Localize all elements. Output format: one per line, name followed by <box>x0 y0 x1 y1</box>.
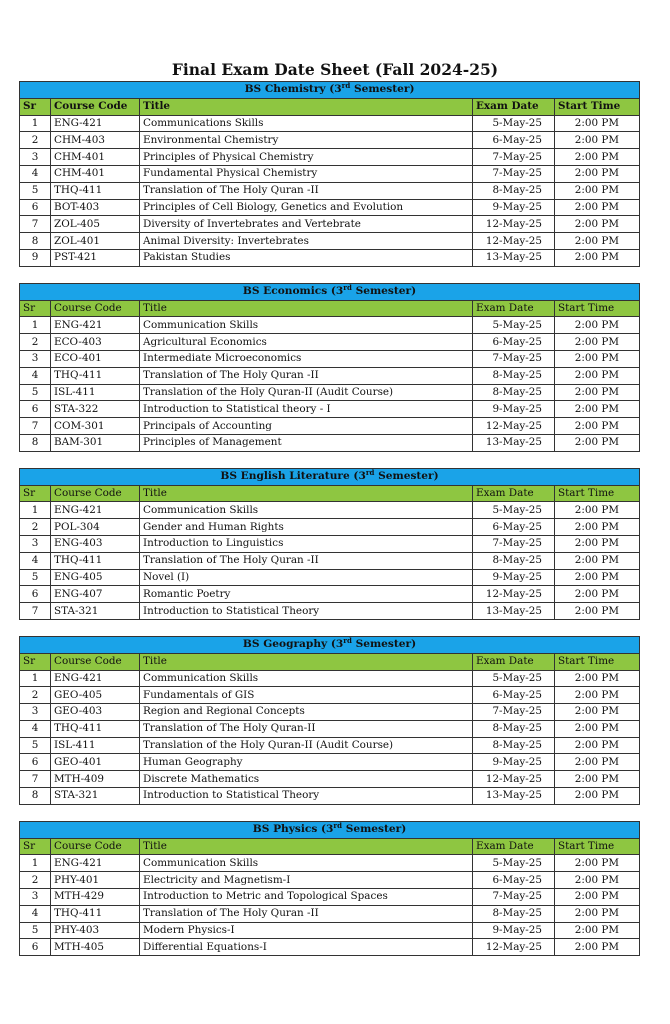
cell-start-time: 2:00 PM <box>555 737 640 754</box>
cell-course-code: COM-301 <box>51 418 140 435</box>
cell-exam-date: 8-May-25 <box>473 720 555 737</box>
col-sr: Sr <box>20 838 51 855</box>
cell-title: Environmental Chemistry <box>140 132 473 149</box>
cell-course-code: THQ-411 <box>51 552 140 569</box>
program-name: BS Chemistry <box>244 83 326 96</box>
cell-title: Communication Skills <box>140 317 473 334</box>
cell-exam-date: 7-May-25 <box>473 149 555 166</box>
cell-sr: 2 <box>20 872 51 889</box>
column-header-row <box>20 838 640 855</box>
cell-start-time: 2:00 PM <box>555 434 640 451</box>
cell-title: Translation of The Holy Quran-II <box>140 720 473 737</box>
cell-title: Principals of Accounting <box>140 418 473 435</box>
section-header: BS English Literature (3rd Semester) <box>20 468 640 485</box>
cell-title: Communication Skills <box>140 502 473 519</box>
table-row <box>20 670 640 687</box>
cell-course-code: ENG-421 <box>51 502 140 519</box>
cell-sr: 1 <box>20 115 51 132</box>
cell-exam-date: 9-May-25 <box>473 922 555 939</box>
section-gap <box>19 620 639 636</box>
table-row <box>20 922 640 939</box>
table-row <box>20 535 640 552</box>
cell-exam-date: 7-May-25 <box>473 704 555 721</box>
table-row <box>20 502 640 519</box>
cell-sr: 5 <box>20 737 51 754</box>
cell-title: Pakistan Studies <box>140 249 473 266</box>
cell-sr: 7 <box>20 418 51 435</box>
cell-title: Principles of Physical Chemistry <box>140 149 473 166</box>
table-row <box>20 569 640 586</box>
table-row <box>20 434 640 451</box>
cell-sr: 3 <box>20 704 51 721</box>
col-course-code: Course Code <box>51 653 140 670</box>
cell-sr: 6 <box>20 199 51 216</box>
cell-sr: 8 <box>20 434 51 451</box>
cell-course-code: MTH-409 <box>51 771 140 788</box>
col-sr: Sr <box>20 485 51 502</box>
col-exam-date: Exam Date <box>473 98 555 115</box>
cell-start-time: 2:00 PM <box>555 872 640 889</box>
cell-start-time: 2:00 PM <box>555 788 640 805</box>
cell-course-code: STA-322 <box>51 401 140 418</box>
table-row <box>20 905 640 922</box>
section-header: BS Geography (3rd Semester) <box>20 636 640 653</box>
cell-title: Gender and Human Rights <box>140 519 473 536</box>
cell-exam-date: 8-May-25 <box>473 182 555 199</box>
col-sr: Sr <box>20 653 51 670</box>
semester-word: Semester <box>345 823 402 836</box>
cell-exam-date: 9-May-25 <box>473 754 555 771</box>
cell-start-time: 2:00 PM <box>555 939 640 956</box>
column-header-row <box>20 485 640 502</box>
cell-start-time: 2:00 PM <box>555 115 640 132</box>
cell-exam-date: 9-May-25 <box>473 569 555 586</box>
cell-exam-date: 6-May-25 <box>473 519 555 536</box>
table-row <box>20 233 640 250</box>
cell-title: Translation of The Holy Quran -II <box>140 552 473 569</box>
cell-sr: 5 <box>20 569 51 586</box>
cell-title: Fundamentals of GIS <box>140 687 473 704</box>
ordinal-suffix: rd <box>341 81 351 91</box>
cell-start-time: 2:00 PM <box>555 754 640 771</box>
cell-start-time: 2:00 PM <box>555 603 640 620</box>
col-exam-date: Exam Date <box>473 653 555 670</box>
cell-exam-date: 13-May-25 <box>473 788 555 805</box>
cell-start-time: 2:00 PM <box>555 535 640 552</box>
cell-start-time: 2:00 PM <box>555 586 640 603</box>
cell-exam-date: 9-May-25 <box>473 401 555 418</box>
cell-start-time: 2:00 PM <box>555 199 640 216</box>
cell-title: Modern Physics-I <box>140 922 473 939</box>
cell-sr: 8 <box>20 233 51 250</box>
table-row <box>20 350 640 367</box>
col-exam-date: Exam Date <box>473 485 555 502</box>
cell-start-time: 2:00 PM <box>555 384 640 401</box>
cell-start-time: 2:00 PM <box>555 670 640 687</box>
cell-start-time: 2:00 PM <box>555 317 640 334</box>
cell-title: Communications Skills <box>140 115 473 132</box>
cell-title: Differential Equations-I <box>140 939 473 956</box>
cell-title: Translation of the Holy Quran-II (Audit Course) <box>140 737 473 754</box>
cell-start-time: 2:00 PM <box>555 350 640 367</box>
cell-course-code: ZOL-401 <box>51 233 140 250</box>
cell-title: Diversity of Invertebrates and Vertebrate <box>140 216 473 233</box>
table-row <box>20 249 640 266</box>
cell-course-code: ENG-421 <box>51 317 140 334</box>
cell-start-time: 2:00 PM <box>555 132 640 149</box>
table-row <box>20 788 640 805</box>
cell-exam-date: 6-May-25 <box>473 334 555 351</box>
cell-course-code: POL-304 <box>51 519 140 536</box>
cell-course-code: ENG-421 <box>51 115 140 132</box>
cell-sr: 4 <box>20 165 51 182</box>
cell-sr: 1 <box>20 855 51 872</box>
cell-title: Introduction to Metric and Topological Spaces <box>140 889 473 906</box>
cell-title: Human Geography <box>140 754 473 771</box>
section-gap <box>19 805 639 821</box>
semester-ordinal: 3 <box>326 823 334 836</box>
cell-course-code: ENG-403 <box>51 535 140 552</box>
cell-course-code: STA-321 <box>51 603 140 620</box>
cell-exam-date: 12-May-25 <box>473 771 555 788</box>
cell-sr: 1 <box>20 670 51 687</box>
cell-course-code: ISL-411 <box>51 737 140 754</box>
cell-course-code: GEO-401 <box>51 754 140 771</box>
section-header: BS Economics (3rd Semester) <box>20 283 640 300</box>
table-row <box>20 317 640 334</box>
cell-exam-date: 6-May-25 <box>473 872 555 889</box>
cell-sr: 3 <box>20 535 51 552</box>
cell-course-code: CHM-403 <box>51 132 140 149</box>
semester-word: Semester <box>353 83 410 96</box>
table-row <box>20 855 640 872</box>
cell-exam-date: 12-May-25 <box>473 939 555 956</box>
semester-ordinal: 3 <box>335 638 344 651</box>
cell-sr: 7 <box>20 771 51 788</box>
cell-course-code: GEO-405 <box>51 687 140 704</box>
program-name: BS English Literature <box>220 470 350 483</box>
cell-exam-date: 13-May-25 <box>473 249 555 266</box>
cell-exam-date: 7-May-25 <box>473 165 555 182</box>
cell-course-code: PST-421 <box>51 249 140 266</box>
cell-course-code: CHM-401 <box>51 165 140 182</box>
section-gap <box>19 452 639 468</box>
cell-exam-date: 7-May-25 <box>473 535 555 552</box>
cell-start-time: 2:00 PM <box>555 905 640 922</box>
cell-exam-date: 8-May-25 <box>473 384 555 401</box>
col-exam-date: Exam Date <box>473 300 555 317</box>
col-sr: Sr <box>20 300 51 317</box>
table-row <box>20 182 640 199</box>
cell-title: Agricultural Economics <box>140 334 473 351</box>
table-row <box>20 149 640 166</box>
semester-ordinal: 3 <box>335 285 344 298</box>
cell-sr: 7 <box>20 216 51 233</box>
cell-exam-date: 7-May-25 <box>473 889 555 906</box>
cell-exam-date: 12-May-25 <box>473 233 555 250</box>
cell-title: Communication Skills <box>140 670 473 687</box>
cell-title: Romantic Poetry <box>140 586 473 603</box>
cell-exam-date: 5-May-25 <box>473 502 555 519</box>
cell-sr: 4 <box>20 720 51 737</box>
cell-start-time: 2:00 PM <box>555 367 640 384</box>
cell-title: Intermediate Microeconomics <box>140 350 473 367</box>
cell-start-time: 2:00 PM <box>555 771 640 788</box>
col-course-code: Course Code <box>51 838 140 855</box>
cell-title: Translation of the Holy Quran-II (Audit Course) <box>140 384 473 401</box>
cell-start-time: 2:00 PM <box>555 502 640 519</box>
cell-course-code: PHY-401 <box>51 872 140 889</box>
cell-exam-date: 5-May-25 <box>473 317 555 334</box>
col-title: Title <box>140 300 473 317</box>
cell-start-time: 2:00 PM <box>555 182 640 199</box>
ordinal-suffix: rd <box>365 468 375 478</box>
cell-sr: 6 <box>20 754 51 771</box>
col-title: Title <box>140 98 473 115</box>
col-sr: Sr <box>20 98 51 115</box>
cell-course-code: MTH-405 <box>51 939 140 956</box>
cell-title: Fundamental Physical Chemistry <box>140 165 473 182</box>
cell-sr: 6 <box>20 586 51 603</box>
table-row <box>20 216 640 233</box>
cell-course-code: ENG-421 <box>51 670 140 687</box>
cell-exam-date: 12-May-25 <box>473 216 555 233</box>
cell-exam-date: 13-May-25 <box>473 434 555 451</box>
col-course-code: Course Code <box>51 300 140 317</box>
cell-course-code: ECO-403 <box>51 334 140 351</box>
table-row <box>20 418 640 435</box>
cell-exam-date: 8-May-25 <box>473 737 555 754</box>
cell-course-code: THQ-411 <box>51 905 140 922</box>
cell-start-time: 2:00 PM <box>555 165 640 182</box>
semester-ordinal: 3 <box>334 83 342 96</box>
semester-word: Semester <box>355 285 412 298</box>
cell-sr: 5 <box>20 384 51 401</box>
cell-exam-date: 12-May-25 <box>473 586 555 603</box>
page-title: Final Exam Date Sheet (Fall 2024-25) <box>171 60 499 79</box>
table-row <box>20 720 640 737</box>
cell-start-time: 2:00 PM <box>555 704 640 721</box>
cell-course-code: ZOL-405 <box>51 216 140 233</box>
table-row <box>20 771 640 788</box>
table-row <box>20 872 640 889</box>
cell-title: Introduction to Statistical Theory <box>140 603 473 620</box>
cell-sr: 5 <box>20 922 51 939</box>
program-name: BS Economics <box>242 285 328 298</box>
table-row <box>20 165 640 182</box>
cell-course-code: THQ-411 <box>51 182 140 199</box>
table-row <box>20 704 640 721</box>
col-title: Title <box>140 485 473 502</box>
table-row <box>20 687 640 704</box>
section-table-bs-economics <box>19 283 640 452</box>
cell-start-time: 2:00 PM <box>555 569 640 586</box>
cell-exam-date: 7-May-25 <box>473 350 555 367</box>
cell-sr: 1 <box>20 502 51 519</box>
cell-exam-date: 8-May-25 <box>473 905 555 922</box>
col-exam-date: Exam Date <box>473 838 555 855</box>
column-header-row <box>20 300 640 317</box>
col-start-time: Start Time <box>555 838 640 855</box>
col-start-time: Start Time <box>555 485 640 502</box>
cell-exam-date: 12-May-25 <box>473 418 555 435</box>
cell-sr: 5 <box>20 182 51 199</box>
table-row <box>20 115 640 132</box>
cell-course-code: GEO-403 <box>51 704 140 721</box>
cell-title: Communication Skills <box>140 855 473 872</box>
cell-course-code: THQ-411 <box>51 367 140 384</box>
cell-title: Principles of Cell Biology, Genetics and Evolution <box>140 199 473 216</box>
cell-title: Translation of The Holy Quran -II <box>140 182 473 199</box>
section-header: BS Chemistry (3rd Semester) <box>20 82 640 99</box>
cell-title: Introduction to Linguistics <box>140 535 473 552</box>
col-start-time: Start Time <box>555 300 640 317</box>
cell-exam-date: 8-May-25 <box>473 367 555 384</box>
cell-start-time: 2:00 PM <box>555 149 640 166</box>
semester-word: Semester <box>355 638 412 651</box>
cell-start-time: 2:00 PM <box>555 216 640 233</box>
cell-course-code: STA-321 <box>51 788 140 805</box>
cell-course-code: PHY-403 <box>51 922 140 939</box>
program-name: BS Physics <box>252 823 318 836</box>
cell-course-code: ENG-407 <box>51 586 140 603</box>
col-title: Title <box>140 653 473 670</box>
cell-sr: 2 <box>20 519 51 536</box>
cell-title: Novel (I) <box>140 569 473 586</box>
table-row <box>20 754 640 771</box>
table-row <box>20 939 640 956</box>
cell-sr: 7 <box>20 603 51 620</box>
ordinal-suffix: rd <box>343 283 352 293</box>
table-row <box>20 737 640 754</box>
cell-course-code: THQ-411 <box>51 720 140 737</box>
cell-title: Introduction to Statistical Theory <box>140 788 473 805</box>
col-course-code: Course Code <box>51 98 140 115</box>
cell-sr: 4 <box>20 905 51 922</box>
cell-sr: 3 <box>20 350 51 367</box>
cell-exam-date: 5-May-25 <box>473 115 555 132</box>
cell-sr: 4 <box>20 367 51 384</box>
table-row <box>20 199 640 216</box>
cell-sr: 1 <box>20 317 51 334</box>
program-name: BS Geography <box>242 638 328 651</box>
cell-start-time: 2:00 PM <box>555 401 640 418</box>
cell-title: Region and Regional Concepts <box>140 704 473 721</box>
table-row <box>20 586 640 603</box>
cell-start-time: 2:00 PM <box>555 552 640 569</box>
column-header-row <box>20 98 640 115</box>
cell-sr: 2 <box>20 334 51 351</box>
cell-exam-date: 6-May-25 <box>473 132 555 149</box>
cell-title: Introduction to Statistical theory - I <box>140 401 473 418</box>
section-table-bs-physics <box>19 821 640 956</box>
semester-word: Semester <box>378 470 434 483</box>
cell-start-time: 2:00 PM <box>555 233 640 250</box>
cell-exam-date: 6-May-25 <box>473 687 555 704</box>
section-gap <box>19 267 639 283</box>
col-start-time: Start Time <box>555 653 640 670</box>
cell-sr: 6 <box>20 401 51 418</box>
cell-start-time: 2:00 PM <box>555 334 640 351</box>
table-row <box>20 552 640 569</box>
cell-course-code: ENG-421 <box>51 855 140 872</box>
cell-start-time: 2:00 PM <box>555 855 640 872</box>
table-row <box>20 132 640 149</box>
col-course-code: Course Code <box>51 485 140 502</box>
cell-course-code: ECO-401 <box>51 350 140 367</box>
cell-sr: 3 <box>20 889 51 906</box>
table-row <box>20 889 640 906</box>
ordinal-suffix: rd <box>343 636 352 646</box>
table-row <box>20 384 640 401</box>
col-start-time: Start Time <box>555 98 640 115</box>
cell-exam-date: 5-May-25 <box>473 670 555 687</box>
table-row <box>20 401 640 418</box>
cell-title: Electricity and Magnetism-I <box>140 872 473 889</box>
section-header: BS Physics (3rd Semester) <box>20 821 640 838</box>
cell-exam-date: 13-May-25 <box>473 603 555 620</box>
cell-exam-date: 5-May-25 <box>473 855 555 872</box>
cell-start-time: 2:00 PM <box>555 519 640 536</box>
cell-start-time: 2:00 PM <box>555 418 640 435</box>
cell-start-time: 2:00 PM <box>555 889 640 906</box>
section-table-bs-chemistry <box>19 81 640 267</box>
cell-title: Translation of The Holy Quran -II <box>140 905 473 922</box>
table-row <box>20 334 640 351</box>
cell-title: Translation of The Holy Quran -II <box>140 367 473 384</box>
cell-exam-date: 9-May-25 <box>473 199 555 216</box>
cell-sr: 4 <box>20 552 51 569</box>
cell-start-time: 2:00 PM <box>555 922 640 939</box>
cell-course-code: ISL-411 <box>51 384 140 401</box>
cell-sr: 2 <box>20 687 51 704</box>
section-table-bs-geography <box>19 636 640 805</box>
cell-sr: 8 <box>20 788 51 805</box>
col-title: Title <box>140 838 473 855</box>
column-header-row <box>20 653 640 670</box>
cell-course-code: ENG-405 <box>51 569 140 586</box>
cell-course-code: BAM-301 <box>51 434 140 451</box>
cell-title: Principles of Management <box>140 434 473 451</box>
table-row <box>20 603 640 620</box>
cell-start-time: 2:00 PM <box>555 687 640 704</box>
cell-start-time: 2:00 PM <box>555 249 640 266</box>
cell-sr: 9 <box>20 249 51 266</box>
semester-ordinal: 3 <box>358 470 366 483</box>
cell-course-code: MTH-429 <box>51 889 140 906</box>
date-sheet-sections <box>19 81 639 956</box>
table-row <box>20 519 640 536</box>
table-row <box>20 367 640 384</box>
cell-title: Discrete Mathematics <box>140 771 473 788</box>
section-table-bs-english-literature <box>19 468 640 620</box>
cell-sr: 6 <box>20 939 51 956</box>
cell-sr: 3 <box>20 149 51 166</box>
cell-sr: 2 <box>20 132 51 149</box>
ordinal-suffix: rd <box>333 821 342 831</box>
cell-title: Animal Diversity: Invertebrates <box>140 233 473 250</box>
cell-start-time: 2:00 PM <box>555 720 640 737</box>
cell-course-code: BOT-403 <box>51 199 140 216</box>
cell-course-code: CHM-401 <box>51 149 140 166</box>
cell-exam-date: 8-May-25 <box>473 552 555 569</box>
